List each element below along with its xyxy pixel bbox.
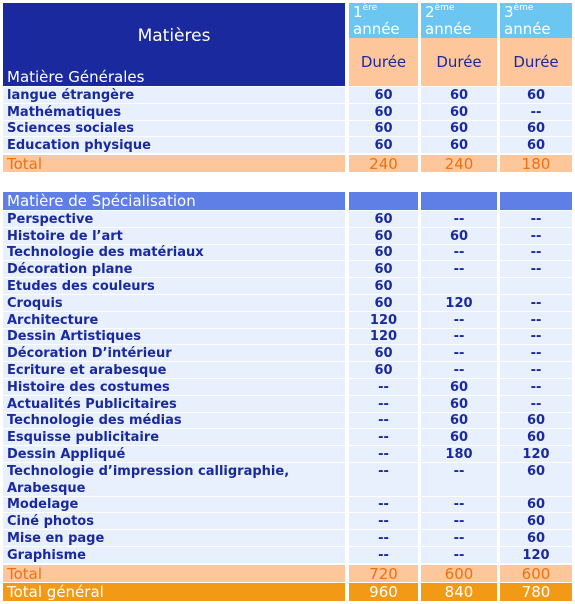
subject-name: Mathématiques (3, 104, 345, 120)
subject-name: Technologie des médias (3, 413, 345, 428)
duration-value: 180 (421, 446, 497, 462)
duration-value: 60 (349, 245, 418, 260)
subject-name: Mise en page (3, 530, 345, 546)
duration-value: 60 (349, 295, 418, 311)
duration-value: -- (500, 329, 572, 344)
duration-value: 60 (421, 413, 497, 428)
total-value: 240 (349, 155, 418, 172)
duration-value: -- (500, 245, 572, 260)
duration-value: -- (421, 261, 497, 277)
subject-name: Actualités Publicitaires (3, 396, 345, 412)
duration-value: 60 (500, 463, 572, 496)
subject-name: Décoration D’intérieur (3, 345, 345, 361)
duration-value: 60 (421, 379, 497, 395)
total-value: 240 (421, 155, 497, 172)
duration-value: 60 (349, 137, 418, 153)
duration-value: 60 (421, 429, 497, 445)
duration-value: -- (421, 345, 497, 361)
duration-value: -- (421, 513, 497, 529)
duration-value: -- (421, 211, 497, 227)
duration-value: -- (349, 547, 418, 563)
header-year-1 (349, 3, 418, 38)
subject-name-line: Arabesque (7, 481, 86, 496)
duration-value: 60 (349, 104, 418, 120)
grand-total-value: 780 (500, 583, 572, 601)
year-suffix: ème (513, 3, 534, 13)
header-matieres: Matières (3, 3, 345, 68)
total-value: 180 (500, 155, 572, 172)
duration-value: 60 (421, 396, 497, 412)
grand-total-value: 960 (349, 583, 418, 601)
duration-value: 60 (500, 497, 572, 512)
duration-value: 60 (500, 137, 572, 153)
duration-value: 120 (349, 329, 418, 344)
duration-value: 60 (421, 87, 497, 103)
duration-value: 60 (349, 87, 418, 103)
duration-value (421, 278, 497, 294)
duration-value: -- (500, 345, 572, 361)
duration-value: -- (421, 312, 497, 328)
duration-value: -- (500, 104, 572, 120)
year-suffix: ème (434, 3, 455, 13)
duration-value: -- (500, 379, 572, 395)
duration-value: -- (349, 396, 418, 412)
duration-value: -- (349, 429, 418, 445)
duration-value: 60 (500, 413, 572, 428)
duration-value: -- (500, 295, 572, 311)
grand-total-value: 840 (421, 583, 497, 601)
duration-value: -- (421, 463, 497, 496)
duration-value: 60 (500, 121, 572, 136)
header-duree-3: Durée (500, 38, 572, 86)
subject-name: Perspective (3, 211, 345, 227)
year-word: année (353, 20, 400, 38)
duration-value: 60 (349, 278, 418, 294)
subject-name-line: Technologie d’impression calligraphie, (7, 464, 290, 479)
grand-total-label: Total général (3, 583, 345, 601)
year-number: 2 (425, 3, 435, 21)
duration-value: 60 (421, 137, 497, 153)
section-header-cell (421, 192, 497, 210)
duration-value: -- (421, 245, 497, 260)
year-word: année (504, 20, 551, 38)
subject-name: Histoire des costumes (3, 379, 345, 395)
duration-value (500, 278, 572, 294)
duration-value: 60 (500, 513, 572, 529)
duration-value: 60 (500, 429, 572, 445)
year-number: 1 (353, 3, 363, 21)
duration-value: -- (500, 362, 572, 378)
total-label: Total (3, 155, 345, 172)
duration-value: -- (349, 463, 418, 496)
duration-value: 120 (500, 547, 572, 563)
duration-value: 120 (500, 446, 572, 462)
duration-value: -- (500, 396, 572, 412)
duration-value: 60 (421, 121, 497, 136)
header-duree-2: Durée (421, 38, 497, 86)
total-label: Total (3, 565, 345, 582)
subject-name: Education physique (3, 137, 345, 153)
duration-value: 60 (500, 87, 572, 103)
subject-name: Histoire de l’art (3, 228, 345, 244)
subject-name: Graphisme (3, 547, 345, 563)
duration-value: -- (349, 513, 418, 529)
duration-value: 60 (349, 345, 418, 361)
duration-value: -- (349, 497, 418, 512)
subject-name: Sciences sociales (3, 121, 345, 136)
section-header-cell (500, 192, 572, 210)
subject-name: Modelage (3, 497, 345, 512)
total-value: 600 (421, 565, 497, 582)
duration-value: -- (500, 228, 572, 244)
duration-value: 60 (421, 104, 497, 120)
header-year-3 (500, 3, 572, 38)
duration-value: -- (349, 530, 418, 546)
subject-name: Dessin Appliqué (3, 446, 345, 462)
duration-value: 120 (421, 295, 497, 311)
duration-value: 120 (349, 312, 418, 328)
subject-name: Décoration plane (3, 261, 345, 277)
subject-name: Technologie des matériaux (3, 245, 345, 260)
subject-name: Dessin Artistiques (3, 329, 345, 344)
year-suffix: ère (362, 3, 378, 13)
duration-value: -- (349, 446, 418, 462)
duration-value: 60 (349, 362, 418, 378)
total-value: 720 (349, 565, 418, 582)
duration-value: -- (349, 413, 418, 428)
subject-name: Esquisse publicitaire (3, 429, 345, 445)
subject-name: Ecriture et arabesque (3, 362, 345, 378)
duration-value: -- (421, 329, 497, 344)
subject-name: Croquis (3, 295, 345, 311)
duration-value: 60 (349, 228, 418, 244)
year-number: 3 (504, 3, 514, 21)
total-value: 600 (500, 565, 572, 582)
duration-value: -- (421, 547, 497, 563)
section-title-general: Matière Générales (3, 68, 345, 86)
duration-value: -- (500, 261, 572, 277)
subject-name: Architecture (3, 312, 345, 328)
duration-value: -- (500, 312, 572, 328)
header-duree-1: Durée (349, 38, 418, 86)
section-header-cell (349, 192, 418, 210)
duration-value: 60 (349, 211, 418, 227)
duration-value: 60 (349, 121, 418, 136)
subject-name: Ciné photos (3, 513, 345, 529)
header-year-2 (421, 3, 497, 38)
duration-value: 60 (349, 261, 418, 277)
section-title-specialisation: Matière de Spécialisation (3, 192, 345, 210)
duration-value: -- (349, 379, 418, 395)
subject-name: Etudes des couleurs (3, 278, 345, 294)
duration-value: 60 (500, 530, 572, 546)
duration-value: 60 (421, 228, 497, 244)
duration-value: -- (500, 211, 572, 227)
subject-name (3, 463, 345, 496)
subject-name: langue étrangère (3, 87, 345, 103)
duration-value: -- (421, 497, 497, 512)
duration-value: -- (421, 362, 497, 378)
year-word: année (425, 20, 472, 38)
duration-value: -- (421, 530, 497, 546)
